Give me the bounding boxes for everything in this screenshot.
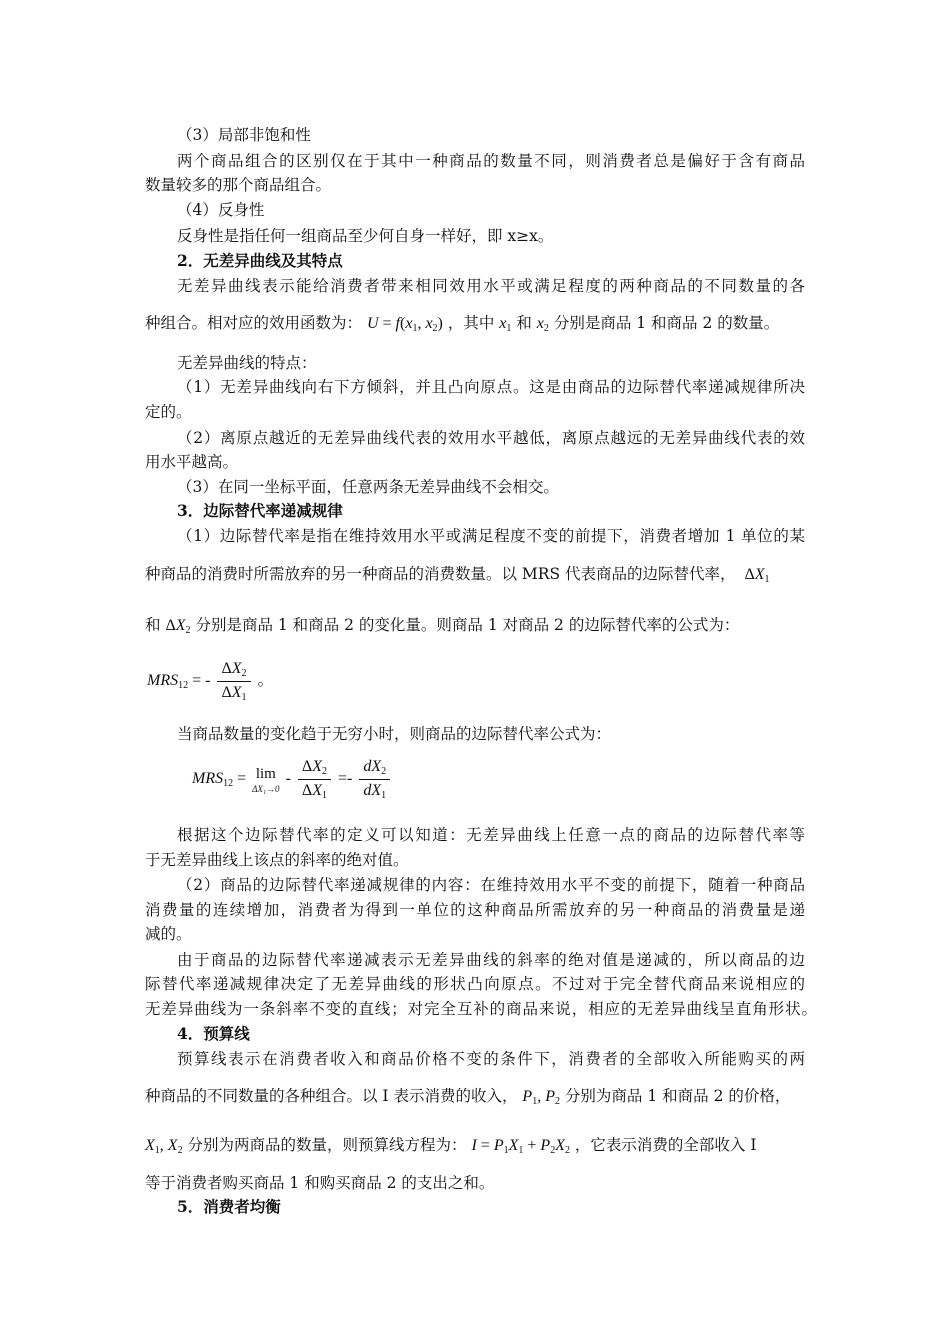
paragraph-line: 用水平越高。 [145, 453, 239, 471]
paragraph-line-with-formula [145, 312, 779, 340]
section-heading: 2．无差异曲线及其特点 [177, 251, 343, 270]
paragraph-line: 预算线表示在消费者收入和商品价格不变的条件下，消费者的全部收入所能购买的两 [177, 1050, 805, 1068]
paragraph-line: 无差异曲线的特点： [177, 354, 317, 372]
variable-x1: $x_1$ [499, 315, 512, 334]
paragraph-line-with-formula [145, 1134, 756, 1162]
text-segment: 分别是商品 1 和商品 2 的变化量。则商品 1 对商品 2 的边际替代率的公式为： [195, 616, 740, 634]
paragraph-line: 减的。 [145, 925, 192, 943]
budget-line-formula: $I = P_1X_1 + P_2X_2$ [471, 1137, 570, 1156]
variable-delta-x2: $\Delta X_2$ [165, 617, 191, 636]
text-segment: ，它表示消费的全部收入 I [574, 1136, 757, 1154]
paragraph-line-with-formula [145, 614, 739, 642]
paragraph-line: （1）无差异曲线向右下方倾斜，并且凸向原点。这是由商品的边际替代率递减规律所决 [177, 378, 805, 396]
utility-function-formula: $U = f(x_1$, $x_2$) [366, 315, 443, 334]
text-segment: 种商品的不同数量的各种组合。以 I 表示消费的收入， [145, 1087, 518, 1105]
paragraph-line: 等于消费者购买商品 1 和购买商品 2 的支出之和。 [145, 1174, 495, 1192]
paragraph-line: （3）局部非饱和性 [177, 126, 311, 144]
fraction: $\frac{\Delta X_2}{\Delta X_1}$ [217, 660, 250, 703]
mrs-formula: $MRS_{12}$ = - $\frac{\Delta X_2}{\Delta X_1}$ 。 [147, 660, 274, 703]
text-segment: 分别为商品 1 和商品 2 的价格， [564, 1087, 791, 1105]
text-segment: ，其中 [447, 314, 495, 332]
text-segment: 分别是商品 1 和商品 2 的数量。 [553, 314, 780, 332]
variable-x2: $x_2$ [536, 315, 549, 334]
section-heading: 4．预算线 [177, 1024, 250, 1043]
fraction: $\frac{dX_2}{dX_1}$ [359, 758, 390, 801]
paragraph-line: 定的。 [145, 403, 192, 421]
paragraph-line: 数量较多的那个商品组合。 [145, 176, 332, 194]
paragraph-line: 于无差异曲线上该点的斜率的绝对值。 [145, 851, 409, 869]
text-segment: 种组合。相对应的效用函数为： [145, 314, 363, 332]
paragraph-line-with-formula [145, 1085, 790, 1113]
text-segment: 分别为两商品的数量，则预算线方程为： [187, 1136, 467, 1154]
section-heading: 3．边际替代率递减规律 [177, 501, 343, 520]
paragraph-line: （1）边际替代率是指在维持效用水平或满足程度不变的前提下，消费者增加 1 单位的某 [177, 527, 805, 545]
prices-p1-p2: $P_1$, $P_2$ [522, 1088, 560, 1107]
paragraph-line: （2）商品的边际替代率递减规律的内容：在维持效用水平不变的前提下，随着一种商品 [177, 876, 805, 894]
text-segment: 种商品的消费时所需放弃的另一种商品的消费数量。以 MRS 代表商品的边际替代率， [145, 565, 736, 583]
paragraph-line: （4）反身性 [177, 201, 265, 219]
paragraph-line: 际替代率递减规律决定了无差异曲线的形状凸向原点。不过对于完全替代商品来说相应的 [145, 975, 805, 993]
paragraph-line-with-formula [145, 563, 770, 591]
paragraph-line: 根据这个边际替代率的定义可以知道：无差异曲线上任意一点的商品的边际替代率等 [177, 826, 805, 844]
paragraph-line: （2）离原点越近的无差异曲线代表的效用水平越低，离原点越远的无差异曲线代表的效 [177, 429, 805, 447]
quantities-x1-x2: $X_1$, $X_2$ [145, 1137, 183, 1156]
paragraph-line: （3）在同一坐标平面，任意两条无差异曲线不会相交。 [177, 478, 559, 496]
mrs-limit-formula: $MRS_{12}$ = lim ΔX₁→0 - $\frac{\Delta X_2}{\Delta X_1}$ =- $\frac{dX_2}{dX_1}$ [192, 758, 393, 801]
variable-delta-x1: $\Delta X_1$ [744, 566, 770, 585]
paragraph-line: 无差异曲线为一条斜率不变的直线；对完全互补的商品来说，相应的无差异曲线呈直角形状。 [145, 1000, 817, 1018]
limit-operator: lim ΔX₁→0 [252, 765, 280, 794]
paragraph-line: 当商品数量的变化趋于无穷小时，则商品的边际替代率公式为： [177, 725, 612, 743]
section-heading: 5．消费者均衡 [177, 1197, 281, 1216]
paragraph-line: 两个商品组合的区别仅在于其中一种商品的数量不同，则消费者总是偏好于含有商品 [177, 152, 805, 170]
text-segment: 和 [145, 616, 161, 634]
paragraph-line: 反身性是指任何一组商品至少何自身一样好，即 x≥x。 [177, 227, 554, 245]
paragraph-line: 无差异曲线表示能给消费者带来相同效用水平或满足程度的两种商品的不同数量的各 [177, 277, 805, 295]
paragraph-line: 由于商品的边际替代率递减表示无差异曲线的斜率的绝对值是递减的，所以商品的边 [177, 951, 805, 969]
fraction: $\frac{\Delta X_2}{\Delta X_1}$ [298, 758, 331, 801]
paragraph-line: 消费量的连续增加，消费者为得到一单位的这种商品所需放弃的另一种商品的消费量是递 [145, 901, 805, 919]
text-segment: 和 [516, 314, 532, 332]
